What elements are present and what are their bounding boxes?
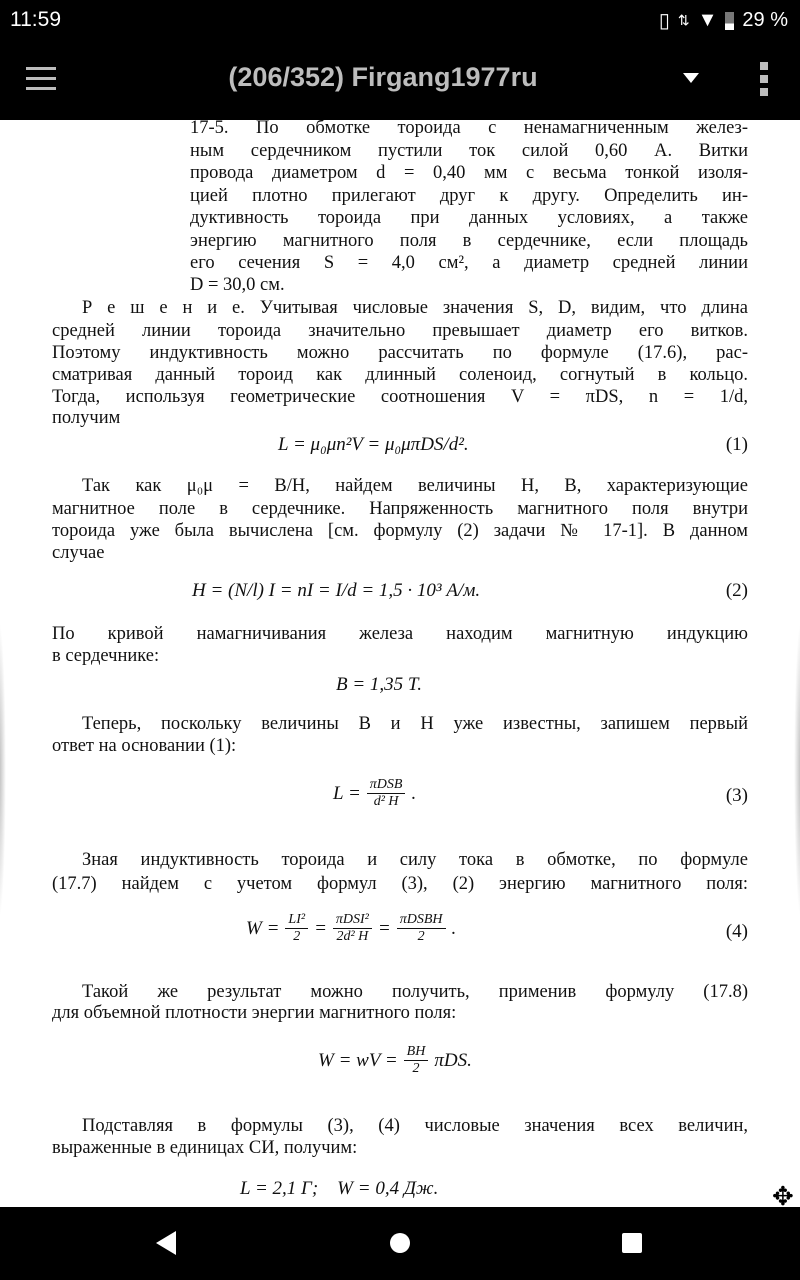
text-line: По кривой намагничивания железа находим магнитную индукцию xyxy=(52,624,748,644)
equation-3: L = $\frac{\text{πDSB}}{\text{d² H}}$ . xyxy=(333,777,417,809)
result-equation: L = 2,1 Г; W = 0,4 Дж. xyxy=(240,1178,439,1199)
toolbar xyxy=(0,40,800,120)
navigation-bar xyxy=(0,1207,800,1280)
equation-5: W = wV = $\frac{BH}{2}$ πDS. xyxy=(318,1044,472,1076)
text-line: Тогда, используя геометрические соотношения V = πDS, n = 1/d, xyxy=(52,387,748,407)
text-line: дуктивность тороида при данных условиях, а также xyxy=(190,208,748,228)
text-line: Зная индуктивность тороида и силу тока в обмотке, по формуле xyxy=(82,850,748,870)
text-line: Такой же результат можно получить, применив формулу (17.8) xyxy=(82,982,748,1002)
page-edge-shadow xyxy=(794,620,800,920)
vibrate-icon: ▯ xyxy=(658,10,670,32)
equation-number: (4) xyxy=(725,921,748,942)
recents-icon[interactable] xyxy=(622,1233,642,1253)
text-line: ответ на основании (1): xyxy=(52,736,237,756)
text-line: сматривая данный тороид как длинный соленоид, согнутый в кольцо. xyxy=(52,365,748,385)
text-line: тороида уже была вычислена [см. формулу (2) задачи № 17-1]. В данном xyxy=(52,521,748,541)
battery-level: 29 % xyxy=(742,9,788,31)
equation-b: B = 1,35 Т. xyxy=(336,674,423,695)
text-line: его сечения S = 4,0 см², а диаметр средней линии xyxy=(190,253,748,273)
dropdown-icon[interactable] xyxy=(683,73,699,83)
equation-number: (1) xyxy=(725,434,748,455)
text-line: Подставляя в формулы (3), (4) числовые значения всех величин, xyxy=(82,1116,748,1136)
wifi-icon: ▼ xyxy=(697,9,718,31)
battery-icon xyxy=(725,12,734,30)
text-line: энергию магнитного поля в сердечнике, если площадь xyxy=(190,231,748,251)
text-line: Р е ш е н и е. Учитывая числовые значения S, D, видим, что длина xyxy=(82,298,748,318)
text-line: Теперь, поскольку величины B и H уже известны, запишем первый xyxy=(82,714,748,734)
text-line: выраженные в единицах СИ, получим: xyxy=(52,1138,358,1158)
text-line: средней линии тороида значительно превышает диаметр его витков. xyxy=(52,321,748,341)
move-icon[interactable]: ✥ xyxy=(772,1182,794,1207)
document-title: (206/352) Firgang1977ru xyxy=(228,62,538,92)
back-icon[interactable] xyxy=(156,1231,176,1255)
text-line: получим xyxy=(52,408,121,428)
equation-1: L = μ₀μn²V = μ₀μπDS/d². xyxy=(278,434,469,455)
text-line: случае xyxy=(52,543,105,563)
data-arrows-icon: ⇅ xyxy=(677,12,690,28)
text-line: для объемной плотности энергии магнитного поля: xyxy=(52,1003,457,1023)
page-edge-shadow xyxy=(0,620,6,920)
text-line: ным сердечником пустили ток силой 0,60 А. Витки xyxy=(190,141,748,161)
home-icon[interactable] xyxy=(390,1233,410,1253)
fraction: $\frac{\text{πDSB}}{\text{d² H}}$ xyxy=(367,777,406,810)
text-line: магнитное поле в сердечнике. Напряженность магнитного поля внутри xyxy=(52,499,748,519)
more-vert-icon[interactable] xyxy=(760,62,768,101)
text-line: Поэтому индуктивность можно рассчитать по формуле (17.6), рас- xyxy=(52,343,748,363)
text-line: 17-5. По обмотке тороида с ненамагниченным желез- xyxy=(190,120,748,138)
equation-2: H = (N/l) I = nI = I/d = 1,5 · 10³ А/м. xyxy=(192,580,481,601)
document-page[interactable] xyxy=(0,120,800,1207)
text-line: Так как μ₀μ = B/H, найдем величины H, B, характеризующие xyxy=(82,476,748,496)
equation-4: W = $\frac{\text{LI²}}{2}$ = $\frac{\text{πDSI²}}{\text{2d² H}}$ = $\frac{\text{πDSBH}}{2}$ . xyxy=(246,912,457,944)
status-bar xyxy=(0,0,800,40)
text-line: цией плотно прилегают друг к другу. Определить ин- xyxy=(190,186,748,206)
clock: 11:59 xyxy=(10,8,61,31)
text-line: D = 30,0 см. xyxy=(190,275,285,295)
text-line: провода диаметром d = 0,40 мм с весьма тонкой изоля- xyxy=(190,163,748,183)
text-line: (17.7) найдем с учетом формул (3), (2) энергию магнитного поля: xyxy=(52,874,748,894)
equation-number: (2) xyxy=(725,580,748,601)
text-line: в сердечнике: xyxy=(52,646,160,666)
equation-number: (3) xyxy=(725,785,748,806)
